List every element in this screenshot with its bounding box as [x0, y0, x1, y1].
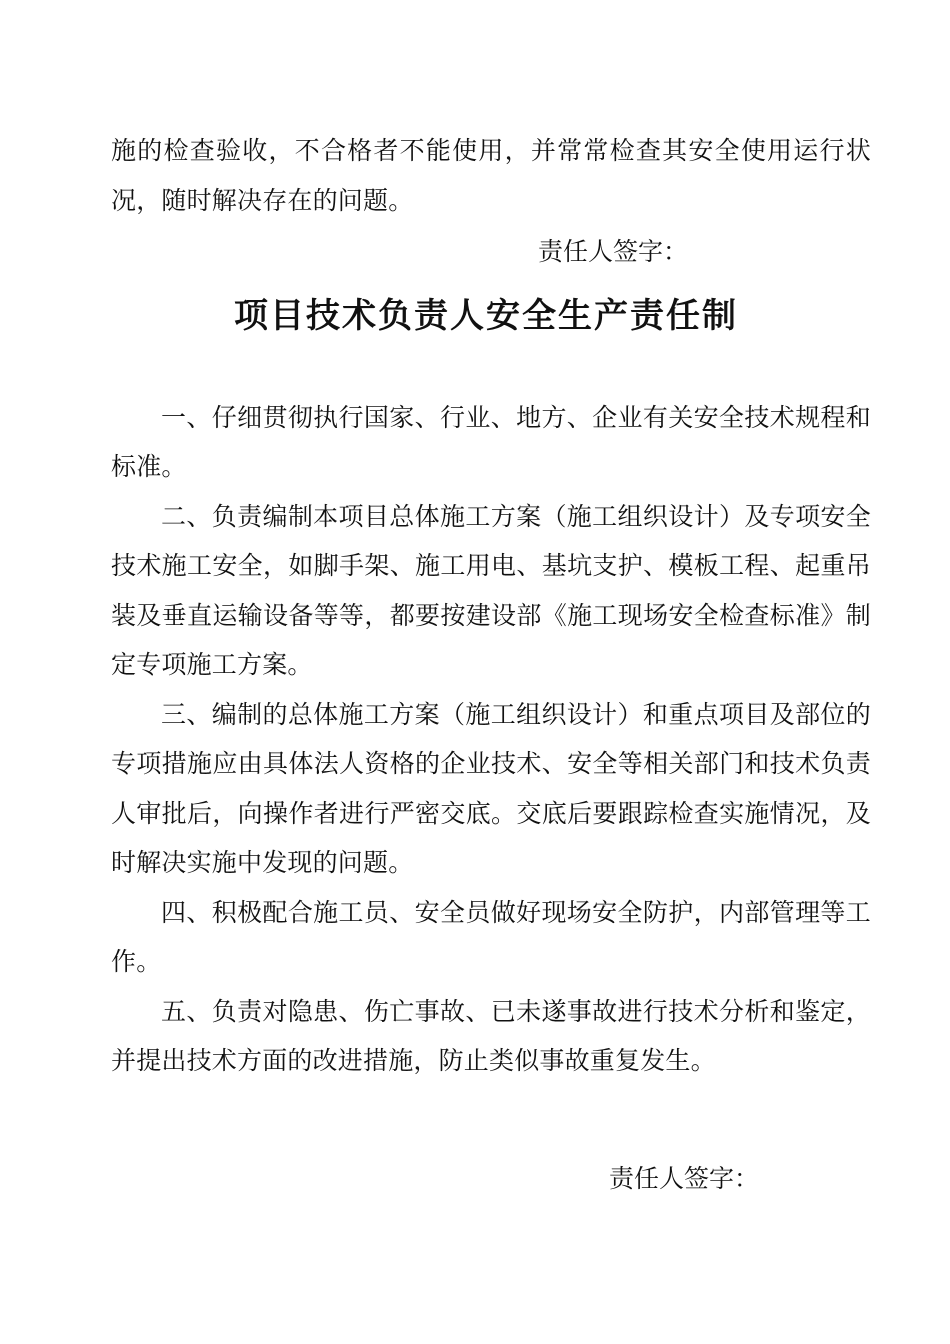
continued-paragraph: 施的检查验收，不合格者不能使用，并常常检查其安全使用运行状况，随时解决存在的问题。	[111, 136, 871, 215]
responsibility-item-2: 二、负责编制本项目总体施工方案（施工组织设计）及专项安全技术施工安全，如脚手架、施工用电、基坑支护、模板工程、起重吊装及垂直运输设备等等，都要按建设部《施工现场安全检查标准》制定专项施工方案。	[111, 501, 871, 679]
responsibility-list	[111, 393, 871, 1086]
signature-label-top: 责任人签字：	[538, 237, 689, 266]
signature-label-bottom: 责任人签字：	[609, 1163, 760, 1193]
responsibility-item-3: 三、编制的总体施工方案（施工组织设计）和重点项目及部位的专项措施应由具体法人资格的企业技术、安全等相关部门和技术负责人审批后，向操作者进行严密交底。交底后要跟踪检查实施情况，及时解决实施中发现的问题。	[111, 699, 871, 877]
responsibility-item-5: 五、负责对隐患、伤亡事故、已未遂事故进行技术分析和鉴定，并提出技术方面的改进措施，防止类似事故重复发生。	[111, 996, 871, 1075]
responsibility-item-1: 一、仔细贯彻执行国家、行业、地方、企业有关安全技术规程和标准。	[111, 402, 871, 481]
document-content	[111, 126, 871, 1203]
responsibility-item-4: 四、积极配合施工员、安全员做好现场安全防护，内部管理等工作。	[111, 897, 871, 976]
document-title: 项目技术负责人安全生产责任制	[234, 295, 738, 336]
